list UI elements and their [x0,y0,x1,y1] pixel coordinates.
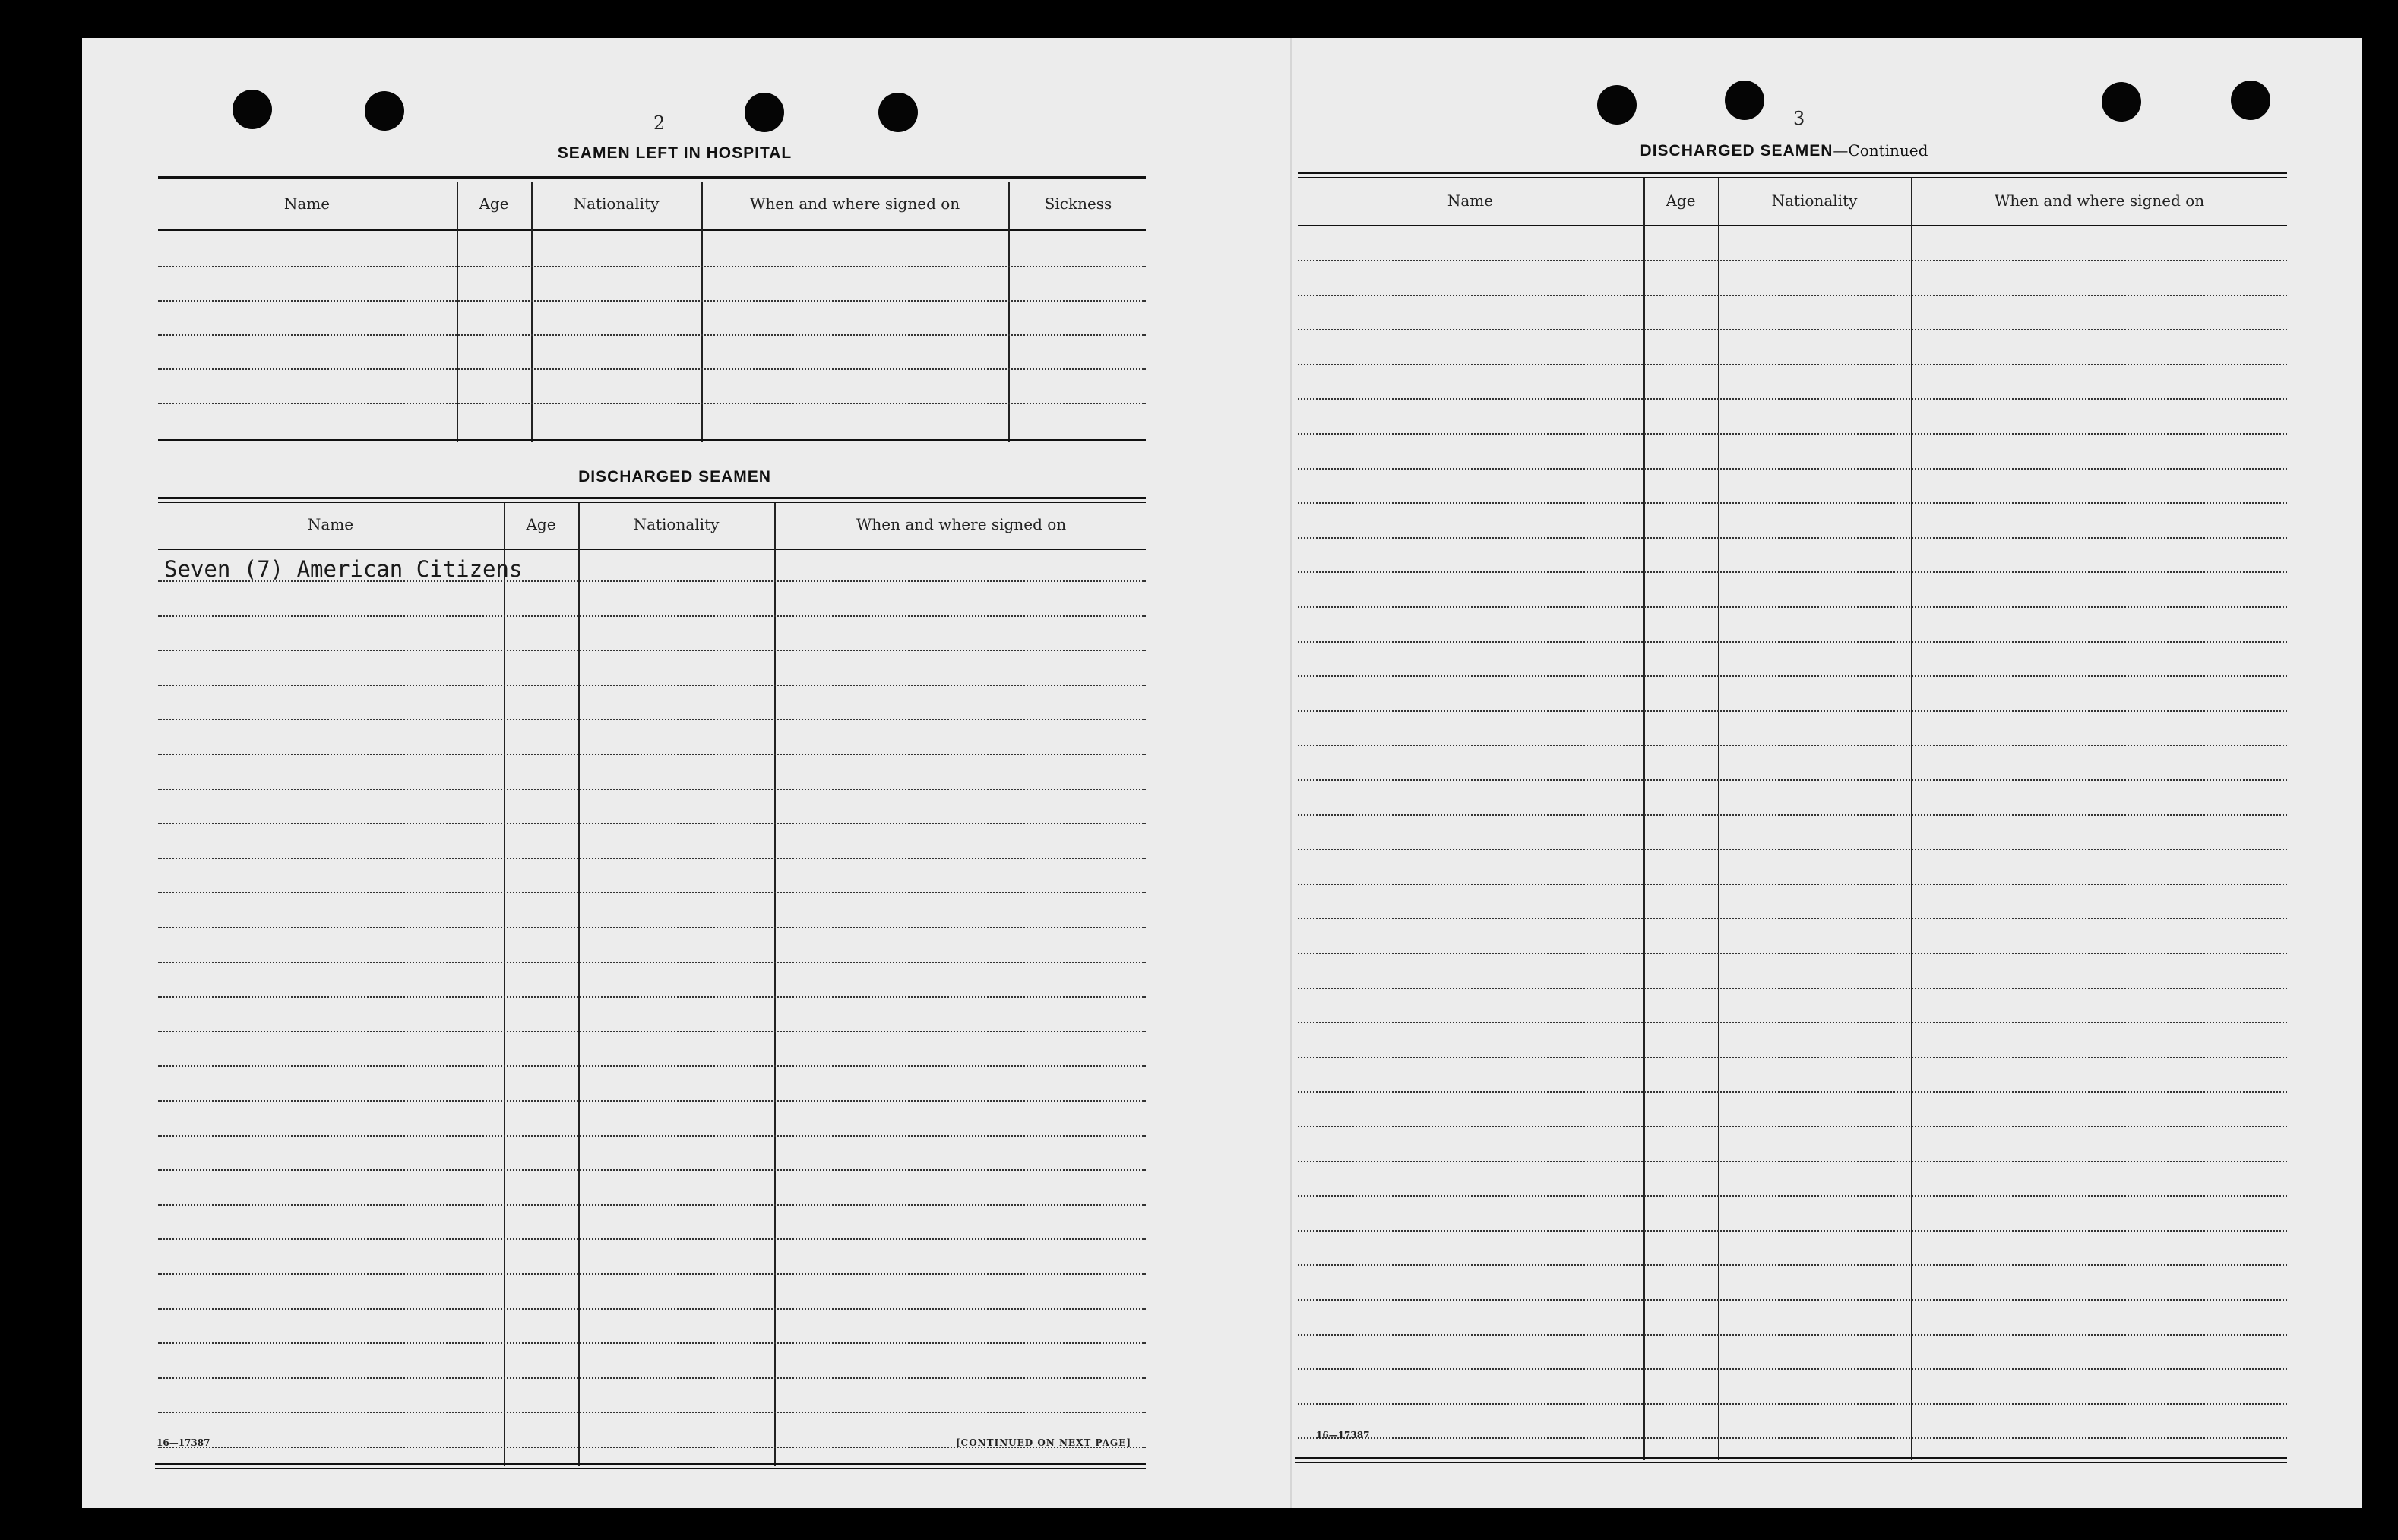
punch-hole [233,90,272,129]
hospital-row [158,334,1146,336]
right-col-name: Name [1447,191,1494,210]
ruled-row [1298,884,2287,885]
ruled-row [1298,675,2287,677]
ruled-row [1298,1195,2287,1197]
ruled-row [1298,988,2287,989]
hospital-header-rule [158,229,1146,231]
ruled-row [1298,502,2287,504]
discharged-section-title: DISCHARGED SEAMEN [578,468,771,485]
punch-hole [2231,81,2270,120]
ruled-row [1298,364,2287,365]
discharged-col-name: Name [307,515,354,533]
discharged-col-divider [774,503,776,1466]
ruled-row [158,615,1146,617]
discharged-header-rule [158,549,1146,550]
ruled-row [158,1238,1146,1240]
right-col-divider [1718,178,1719,1460]
ruled-row [158,1204,1146,1206]
ruled-row [1298,1368,2287,1370]
page-number-right: 3 [1793,108,1805,129]
continued-note: [CONTINUED ON NEXT PAGE] [956,1437,1132,1448]
ruled-row [158,1169,1146,1171]
discharged-top-rule [158,497,1146,499]
right-col-divider [1643,178,1645,1460]
punch-hole [365,91,404,131]
ruled-row [158,1308,1146,1310]
form-number-right: 16—17387 [1316,1430,1370,1440]
ruled-row [158,892,1146,893]
ruled-row [158,1100,1146,1102]
ruled-row [1298,433,2287,435]
discharged-col-divider [578,503,580,1466]
punch-hole [1725,81,1764,120]
ruled-row [1298,1334,2287,1336]
ruled-row [158,996,1146,998]
right-col-divider [1911,178,1912,1460]
hospital-row [158,368,1146,370]
ruled-row [1298,1126,2287,1127]
ruled-row [158,823,1146,824]
ruled-row [1298,1022,2287,1023]
ruled-row [1298,260,2287,261]
right-title-suffix: —Continued [1833,141,1928,160]
right-col-signed-on: When and where signed on [1994,191,2205,210]
ruled-row [1298,468,2287,470]
hospital-section-title: SEAMEN LEFT IN HOSPITAL [557,144,792,162]
ruled-row [1298,606,2287,608]
ruled-row [1298,1299,2287,1301]
ruled-row [158,1273,1146,1275]
ruled-row [158,580,1146,582]
ruled-row [158,685,1146,686]
ruled-row [158,858,1146,859]
discharged-bottom-rule-thin [155,1468,1146,1469]
ruled-row [1298,1057,2287,1058]
ruled-row [1298,537,2287,539]
discharged-col-divider [504,503,505,1466]
ruled-row [158,1135,1146,1137]
punch-hole [1597,85,1637,125]
ruled-row [158,1031,1146,1032]
hospital-row [158,403,1146,404]
hospital-row [158,300,1146,302]
ruled-row [1298,1161,2287,1162]
ruled-row [1298,779,2287,781]
right-top-rule-thin [1298,177,2287,178]
discharged-top-rule-thin [158,502,1146,503]
ruled-row [1298,849,2287,850]
ruled-row [158,1377,1146,1379]
discharged-entry: Seven (7) American Citizens [164,556,523,582]
ruled-row [158,650,1146,651]
right-col-age: Age [1666,191,1696,210]
ruled-row [1298,1403,2287,1405]
form-number-left: 16—17387 [157,1437,210,1448]
punch-hole [878,93,918,132]
ruled-row [1298,1230,2287,1232]
discharged-col-nationality: Nationality [633,515,720,533]
right-bottom-rule [1295,1457,2287,1459]
ruled-row [1298,1264,2287,1266]
right-title-main: DISCHARGED SEAMEN [1640,142,1833,160]
hospital-top-rule [158,176,1146,179]
punch-hole [2102,82,2141,122]
right-header-rule [1298,225,2287,226]
right-col-nationality: Nationality [1771,191,1858,210]
ruled-row [1298,1091,2287,1093]
hospital-row [158,266,1146,267]
ruled-row [1298,571,2287,573]
page-number-left: 2 [653,112,666,134]
document-sheet [82,38,2362,1508]
ruled-row [1298,745,2287,746]
ruled-row [1298,295,2287,296]
page-fold [1290,38,1292,1508]
hospital-col-age: Age [479,194,509,213]
discharged-bottom-rule [155,1463,1146,1465]
right-bottom-rule-thin [1295,1462,2287,1463]
ruled-row [1298,398,2287,400]
ruled-row [158,927,1146,928]
ruled-row [158,754,1146,755]
ruled-row [1298,329,2287,330]
ruled-row [158,1342,1146,1344]
ruled-row [1298,814,2287,816]
ruled-row [158,1065,1146,1067]
hospital-col-name: Name [283,194,331,213]
ruled-row [1298,641,2287,643]
ruled-row [1298,710,2287,712]
ruled-row [158,719,1146,720]
ruled-row [1298,1437,2287,1439]
ruled-row [158,1412,1146,1413]
ruled-row [158,962,1146,963]
discharged-col-signed-on: When and where signed on [856,515,1067,533]
discharged-col-age: Age [526,515,556,533]
ruled-row [158,789,1146,790]
hospital-col-sickness: Sickness [1044,194,1112,213]
punch-hole [745,93,784,132]
right-top-rule [1298,172,2287,174]
ruled-row [1298,953,2287,954]
ruled-row [1298,918,2287,919]
hospital-col-signed-on: When and where signed on [749,194,960,213]
right-section-title [1556,141,2012,160]
hospital-col-nationality: Nationality [573,194,660,213]
hospital-bottom-rule [158,439,1146,441]
